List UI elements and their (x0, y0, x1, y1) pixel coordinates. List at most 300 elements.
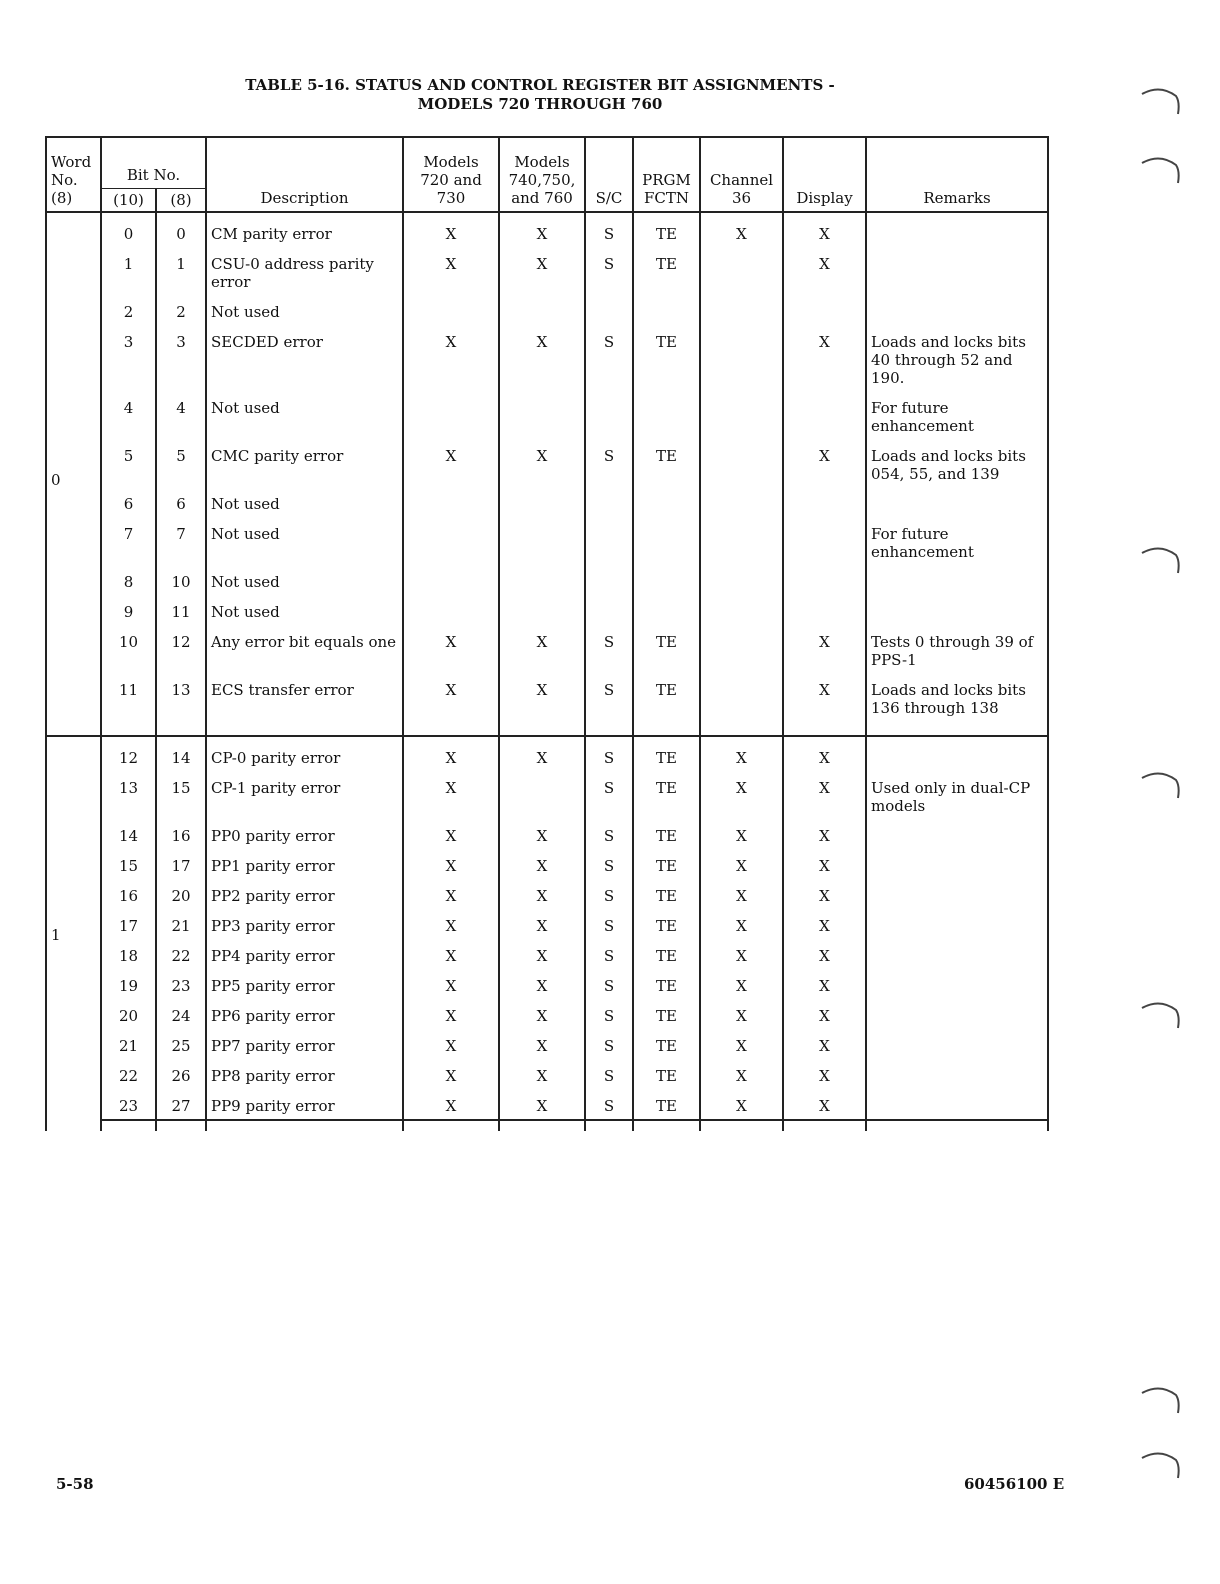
cell-bit-dec: 11 (101, 669, 156, 736)
cell-display (783, 483, 866, 513)
cell-description: PP6 parity error (206, 995, 403, 1025)
cell-bit-oct: 2 (156, 291, 206, 321)
header-word-line3: (8) (51, 189, 73, 207)
cell-models-740: X (499, 995, 585, 1025)
cell-sc (585, 291, 633, 321)
cell-models-720 (403, 561, 499, 591)
cell-remarks: Used only in dual-CP models (866, 767, 1048, 815)
cell-bit-dec: 8 (101, 561, 156, 591)
cell-prgm-fctn: TE (633, 669, 700, 736)
cell-display: X (783, 1055, 866, 1085)
cell-sc (585, 591, 633, 621)
cell-sc: S (585, 965, 633, 995)
table-row (46, 591, 1048, 621)
cell-models-740 (499, 483, 585, 513)
cell-description: Not used (206, 561, 403, 591)
cell-display: X (783, 767, 866, 815)
cell-bit-oct: 20 (156, 875, 206, 905)
cell-description: Any error bit equals one (206, 621, 403, 669)
cell-bit-oct: 22 (156, 935, 206, 965)
cell-models-720: X (403, 321, 499, 387)
cell-description: PP4 parity error (206, 935, 403, 965)
cell-remarks (866, 291, 1048, 321)
cell-models-720: X (403, 669, 499, 736)
cell-channel-36: X (700, 1055, 783, 1085)
cell-prgm-fctn: TE (633, 1025, 700, 1055)
cell-models-740: X (499, 243, 585, 291)
header-word-line2: No. (51, 171, 78, 189)
cell-bit-oct: 17 (156, 845, 206, 875)
cell-bit-dec: 5 (101, 435, 156, 483)
cell-models-740: X (499, 435, 585, 483)
table-row (46, 561, 1048, 591)
table-header (46, 137, 1048, 212)
cell-remarks (866, 875, 1048, 905)
table-row (46, 875, 1048, 905)
cell-channel-36 (700, 243, 783, 291)
table-row (46, 291, 1048, 321)
cell-channel-36: X (700, 875, 783, 905)
cell-models-740: X (499, 669, 585, 736)
cell-channel-36: X (700, 845, 783, 875)
cell-display: X (783, 995, 866, 1025)
cell-sc: S (585, 905, 633, 935)
cell-bit-dec: 15 (101, 845, 156, 875)
cell-display: X (783, 1085, 866, 1120)
cell-display (783, 513, 866, 561)
cell-display (783, 387, 866, 435)
cell-remarks (866, 1025, 1048, 1055)
binder-hole-mark-icon (1140, 770, 1182, 800)
cell-models-740: X (499, 845, 585, 875)
header-word-no (46, 137, 101, 212)
cell-models-720: X (403, 965, 499, 995)
word-number-cell: 0 (46, 212, 101, 736)
table-row (46, 995, 1048, 1025)
cell-remarks (866, 561, 1048, 591)
word-group-0 (46, 212, 1048, 736)
cell-description: PP2 parity error (206, 875, 403, 905)
cell-bit-dec: 18 (101, 935, 156, 965)
cell-prgm-fctn: TE (633, 935, 700, 965)
cell-prgm-fctn: TE (633, 965, 700, 995)
cell-channel-36 (700, 561, 783, 591)
cell-models-740: X (499, 736, 585, 767)
cell-sc: S (585, 321, 633, 387)
table-row (46, 483, 1048, 513)
cell-prgm-fctn: TE (633, 1055, 700, 1085)
table-row (46, 935, 1048, 965)
cell-channel-36: X (700, 736, 783, 767)
page-number: 5-58 (56, 1475, 94, 1493)
cell-models-740 (499, 513, 585, 561)
cell-prgm-fctn (633, 387, 700, 435)
cell-prgm-fctn: TE (633, 767, 700, 815)
cell-remarks (866, 905, 1048, 935)
cell-models-740: X (499, 905, 585, 935)
cell-models-720: X (403, 435, 499, 483)
cell-bit-oct: 14 (156, 736, 206, 767)
cell-remarks: For future enhancement (866, 513, 1048, 561)
cell-description: PP7 parity error (206, 1025, 403, 1055)
header-channel-36 (700, 137, 783, 212)
cell-models-720: X (403, 845, 499, 875)
cell-display: X (783, 736, 866, 767)
cell-prgm-fctn: TE (633, 875, 700, 905)
cell-models-720: X (403, 935, 499, 965)
cell-remarks (866, 935, 1048, 965)
cell-display: X (783, 435, 866, 483)
cell-remarks (866, 965, 1048, 995)
cell-bit-dec: 7 (101, 513, 156, 561)
cell-channel-36 (700, 621, 783, 669)
cell-bit-dec: 4 (101, 387, 156, 435)
cell-prgm-fctn: TE (633, 995, 700, 1025)
table-row (46, 845, 1048, 875)
cell-bit-oct: 4 (156, 387, 206, 435)
cell-description: CM parity error (206, 212, 403, 243)
cell-models-720: X (403, 767, 499, 815)
cell-models-720: X (403, 995, 499, 1025)
table-row (46, 1085, 1048, 1120)
cell-sc: S (585, 995, 633, 1025)
table-row (46, 387, 1048, 435)
cell-bit-oct: 13 (156, 669, 206, 736)
cell-sc: S (585, 669, 633, 736)
cell-models-740: X (499, 1025, 585, 1055)
cell-bit-dec: 9 (101, 591, 156, 621)
table-row (46, 767, 1048, 815)
cell-models-720: X (403, 1055, 499, 1085)
cell-sc: S (585, 935, 633, 965)
cell-bit-dec: 0 (101, 212, 156, 243)
cell-description: Not used (206, 513, 403, 561)
header-m740-line1: Models (514, 153, 570, 171)
table-row (46, 736, 1048, 767)
cell-prgm-fctn (633, 561, 700, 591)
cell-bit-dec: 6 (101, 483, 156, 513)
header-m720-line1: Models (423, 153, 479, 171)
table-row (46, 212, 1048, 243)
cell-description: Not used (206, 387, 403, 435)
cell-prgm-fctn: TE (633, 1085, 700, 1120)
table-row (46, 905, 1048, 935)
header-m720-line2: 720 and (420, 171, 482, 189)
table-row (46, 669, 1048, 736)
cell-bit-dec: 19 (101, 965, 156, 995)
header-bit-8: (8) (156, 189, 206, 213)
cell-sc (585, 513, 633, 561)
cell-channel-36: X (700, 905, 783, 935)
header-channel-line1: Channel (709, 171, 774, 189)
cell-bit-dec: 12 (101, 736, 156, 767)
cell-remarks: Tests 0 through 39 of PPS-1 (866, 621, 1048, 669)
cell-models-740: X (499, 321, 585, 387)
cell-bit-dec: 10 (101, 621, 156, 669)
cell-prgm-fctn: TE (633, 212, 700, 243)
table-row (46, 321, 1048, 387)
cell-remarks (866, 995, 1048, 1025)
cell-models-740 (499, 387, 585, 435)
cell-prgm-fctn (633, 291, 700, 321)
cell-remarks (866, 591, 1048, 621)
cell-bit-dec: 23 (101, 1085, 156, 1120)
cell-bit-dec: 13 (101, 767, 156, 815)
table-row (46, 1055, 1048, 1085)
cell-models-720: X (403, 815, 499, 845)
cell-bit-oct: 16 (156, 815, 206, 845)
cell-sc: S (585, 1025, 633, 1055)
header-m720-line3: 730 (436, 189, 466, 207)
table-row (46, 243, 1048, 291)
table-row (46, 435, 1048, 483)
header-display: Display (783, 137, 866, 212)
cell-prgm-fctn (633, 591, 700, 621)
cell-description: SECDED error (206, 321, 403, 387)
cell-description: PP9 parity error (206, 1085, 403, 1120)
cell-channel-36 (700, 321, 783, 387)
cell-display: X (783, 965, 866, 995)
cell-sc: S (585, 767, 633, 815)
cell-display: X (783, 845, 866, 875)
table-tail (46, 1120, 1048, 1131)
cell-bit-oct: 1 (156, 243, 206, 291)
cell-models-740: X (499, 1055, 585, 1085)
header-channel-line2: 36 (731, 189, 752, 207)
cell-display: X (783, 321, 866, 387)
cell-bit-oct: 26 (156, 1055, 206, 1085)
cell-models-720 (403, 291, 499, 321)
cell-display: X (783, 905, 866, 935)
cell-bit-dec: 3 (101, 321, 156, 387)
word-number-cell: 1 (46, 736, 101, 1120)
table-title (0, 76, 1080, 114)
cell-channel-36: X (700, 1085, 783, 1120)
cell-bit-dec: 14 (101, 815, 156, 845)
cell-bit-oct: 6 (156, 483, 206, 513)
cell-description: CSU-0 address parity error (206, 243, 403, 291)
cell-bit-oct: 25 (156, 1025, 206, 1055)
cell-prgm-fctn: TE (633, 845, 700, 875)
cell-bit-oct: 3 (156, 321, 206, 387)
cell-sc: S (585, 243, 633, 291)
cell-bit-oct: 11 (156, 591, 206, 621)
binder-hole-mark-icon (1140, 545, 1182, 575)
cell-display: X (783, 815, 866, 845)
header-bit-10: (10) (101, 189, 156, 213)
cell-remarks (866, 483, 1048, 513)
table-row (46, 815, 1048, 845)
header-prgm-fctn (633, 137, 700, 212)
cell-description: PP5 parity error (206, 965, 403, 995)
cell-sc: S (585, 621, 633, 669)
cell-models-740: X (499, 965, 585, 995)
cell-description: Not used (206, 483, 403, 513)
cell-bit-oct: 0 (156, 212, 206, 243)
table-row (46, 965, 1048, 995)
cell-display (783, 291, 866, 321)
cell-remarks (866, 243, 1048, 291)
cell-channel-36: X (700, 815, 783, 845)
cell-prgm-fctn: TE (633, 736, 700, 767)
cell-remarks: Loads and locks bits 136 through 138 (866, 669, 1048, 736)
cell-bit-dec: 21 (101, 1025, 156, 1055)
cell-remarks (866, 212, 1048, 243)
cell-sc: S (585, 1085, 633, 1120)
cell-description: PP0 parity error (206, 815, 403, 845)
cell-remarks: For future enhancement (866, 387, 1048, 435)
cell-bit-oct: 5 (156, 435, 206, 483)
cell-channel-36 (700, 435, 783, 483)
cell-channel-36: X (700, 995, 783, 1025)
table-title-line1: TABLE 5-16. STATUS AND CONTROL REGISTER BIT ASSIGNMENTS - (245, 76, 835, 94)
cell-channel-36 (700, 291, 783, 321)
cell-prgm-fctn: TE (633, 905, 700, 935)
header-remarks: Remarks (866, 137, 1048, 212)
header-models-740 (499, 137, 585, 212)
header-sc: S/C (585, 137, 633, 212)
cell-bit-oct: 10 (156, 561, 206, 591)
cell-bit-dec: 1 (101, 243, 156, 291)
cell-description: PP3 parity error (206, 905, 403, 935)
cell-remarks (866, 736, 1048, 767)
cell-display (783, 561, 866, 591)
bit-assignment-table (45, 136, 1049, 1131)
cell-bit-oct: 23 (156, 965, 206, 995)
cell-display: X (783, 243, 866, 291)
cell-models-720: X (403, 1025, 499, 1055)
cell-models-720: X (403, 875, 499, 905)
cell-prgm-fctn (633, 483, 700, 513)
cell-display: X (783, 212, 866, 243)
cell-bit-dec: 22 (101, 1055, 156, 1085)
cell-description: ECS transfer error (206, 669, 403, 736)
cell-remarks (866, 1085, 1048, 1120)
binder-hole-mark-icon (1140, 86, 1182, 116)
cell-models-720: X (403, 243, 499, 291)
cell-channel-36: X (700, 212, 783, 243)
header-m740-line3: and 760 (511, 189, 573, 207)
cell-bit-oct: 12 (156, 621, 206, 669)
header-models-720 (403, 137, 499, 212)
cell-models-720 (403, 483, 499, 513)
cell-display: X (783, 1025, 866, 1055)
header-m740-line2: 740,750, (508, 171, 576, 189)
cell-models-740: X (499, 935, 585, 965)
header-prgm-line1: PRGM (642, 171, 691, 189)
cell-models-720: X (403, 212, 499, 243)
cell-channel-36: X (700, 965, 783, 995)
cell-bit-dec: 2 (101, 291, 156, 321)
cell-bit-oct: 21 (156, 905, 206, 935)
header-description: Description (206, 137, 403, 212)
cell-channel-36: X (700, 767, 783, 815)
cell-description: CP-1 parity error (206, 767, 403, 815)
binder-hole-mark-icon (1140, 1385, 1182, 1415)
cell-description: CP-0 parity error (206, 736, 403, 767)
cell-remarks (866, 1055, 1048, 1085)
binder-hole-mark-icon (1140, 1000, 1182, 1030)
cell-description: PP8 parity error (206, 1055, 403, 1085)
cell-sc: S (585, 1055, 633, 1085)
cell-bit-oct: 27 (156, 1085, 206, 1120)
document-number: 60456100 E (964, 1475, 1065, 1493)
table-title-line2: MODELS 720 THROUGH 760 (417, 95, 663, 113)
cell-description: Not used (206, 591, 403, 621)
cell-channel-36: X (700, 935, 783, 965)
cell-sc: S (585, 815, 633, 845)
cell-models-740 (499, 291, 585, 321)
cell-sc (585, 561, 633, 591)
cell-models-720: X (403, 905, 499, 935)
cell-prgm-fctn (633, 513, 700, 561)
cell-models-740: X (499, 621, 585, 669)
binder-hole-mark-icon (1140, 155, 1182, 185)
cell-remarks: Loads and locks bits 40 through 52 and 190. (866, 321, 1048, 387)
cell-prgm-fctn: TE (633, 435, 700, 483)
cell-bit-dec: 20 (101, 995, 156, 1025)
cell-display: X (783, 935, 866, 965)
cell-prgm-fctn: TE (633, 621, 700, 669)
cell-sc: S (585, 736, 633, 767)
cell-channel-36: X (700, 1025, 783, 1055)
cell-channel-36 (700, 513, 783, 561)
cell-bit-oct: 24 (156, 995, 206, 1025)
word-group-1 (46, 736, 1048, 1120)
cell-models-720 (403, 513, 499, 561)
cell-sc: S (585, 845, 633, 875)
cell-display (783, 591, 866, 621)
cell-models-740 (499, 561, 585, 591)
cell-display: X (783, 875, 866, 905)
header-prgm-line2: FCTN (643, 189, 689, 207)
cell-prgm-fctn: TE (633, 815, 700, 845)
cell-description: PP1 parity error (206, 845, 403, 875)
cell-models-720: X (403, 736, 499, 767)
cell-sc (585, 483, 633, 513)
cell-prgm-fctn: TE (633, 243, 700, 291)
header-word-line1: Word (51, 153, 92, 171)
cell-models-720 (403, 591, 499, 621)
cell-models-740: X (499, 875, 585, 905)
cell-models-740 (499, 591, 585, 621)
cell-channel-36 (700, 387, 783, 435)
table-row (46, 621, 1048, 669)
cell-sc (585, 387, 633, 435)
cell-channel-36 (700, 669, 783, 736)
cell-sc: S (585, 875, 633, 905)
cell-display: X (783, 621, 866, 669)
cell-models-740: X (499, 212, 585, 243)
cell-description: Not used (206, 291, 403, 321)
cell-remarks (866, 845, 1048, 875)
cell-remarks: Loads and locks bits 054, 55, and 139 (866, 435, 1048, 483)
table-row (46, 1025, 1048, 1055)
cell-models-740: X (499, 1085, 585, 1120)
cell-bit-dec: 17 (101, 905, 156, 935)
cell-models-720: X (403, 621, 499, 669)
cell-channel-36 (700, 483, 783, 513)
cell-bit-dec: 16 (101, 875, 156, 905)
cell-bit-oct: 15 (156, 767, 206, 815)
cell-remarks (866, 815, 1048, 845)
cell-models-740: X (499, 815, 585, 845)
cell-description: CMC parity error (206, 435, 403, 483)
cell-channel-36 (700, 591, 783, 621)
cell-bit-oct: 7 (156, 513, 206, 561)
cell-sc: S (585, 435, 633, 483)
cell-models-720: X (403, 1085, 499, 1120)
